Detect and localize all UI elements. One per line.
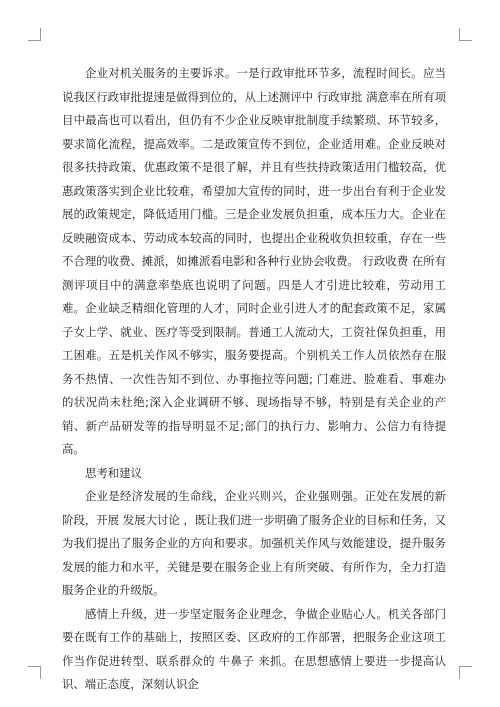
section-heading: 思考和建议 (85, 465, 142, 480)
paragraph-emotional-upgrade: 感情上升级，进一步坚定服务企业理念，争做企业贴心人。机关各部门要在既有工作的基础上，按照区委、区政府的工作部署，把服务企业这项工作当作促进转型、联系群众的 牛鼻子 来抓。在思想感情上要进一步提高认识、端正态度，深刻认识企 (62, 606, 446, 691)
crop-mark-bottom-right (459, 666, 472, 679)
paragraph-enterprise-lifeline: 企业是经济发展的生命线，企业兴则兴，企业强则强。正处在发展的新阶段，开展 发展大讨论 ，既让我们进一步明确了服务企业的目标和任务，又为我们提出了服务企业的方向和要求。加强机关作风与效能建设，提升服务发展的能力和水平，关键是要在服务企业上有所突破、有所作为，全力打造服务企业的升级版。 (62, 489, 446, 597)
crop-mark-top-right (459, 28, 472, 41)
crop-mark-top-left (28, 28, 41, 41)
paragraph-enterprise-demands: 企业对机关服务的主要诉求。一是行政审批环节多，流程时间长。应当说我区行政审批提速是做得到位的，从上述测评中 行政审批 满意率在所有项目中最高也可以看出，但仍有不少企业反映审批制度手续繁琐、环节较多，要求简化流程，提高效率。二是政策宣传不到位，企业适用难。企业反映对很多扶持政策、优惠政策不是很了解，并且有些扶持政策适用门槛较高，优惠政策落实到企业比较难，希望加大宣传的同时，进一步出台有利于企业发展的政策规定，降低适用门槛。三是企业发展负担重，成本压力大。企业在反映融资成本、劳动成本较高的同时，也提出企业税收负担较重，存在一些不合理的收费、摊派，如摊派看电影和各种行业协会收费。 行政收费 在所有测评项目中的满意率垫底也说明了问题。四是人才引进比较难，劳动用工难。企业缺乏精细化管理的人才，同时企业引进人才的配套政策不足，家属子女上学、就业、医疗等受到限制。普通工人流动大，工资社保负担重，用工困难。五是机关作风不够实，服务要提高。个别机关工作人员依然存在服务不热情、一次性告知不到位、办事拖拉等问题; 门难进、脸难看、事难办 的状况尚未杜绝;深入企业调研不够、现场指导不够，特别是有关企业的产销、新产品研发等的指导明显不足;部门的执行力、影响力、公信力有待提高。 (62, 66, 446, 456)
crop-mark-bottom-left (28, 666, 41, 679)
document-body (62, 62, 446, 697)
